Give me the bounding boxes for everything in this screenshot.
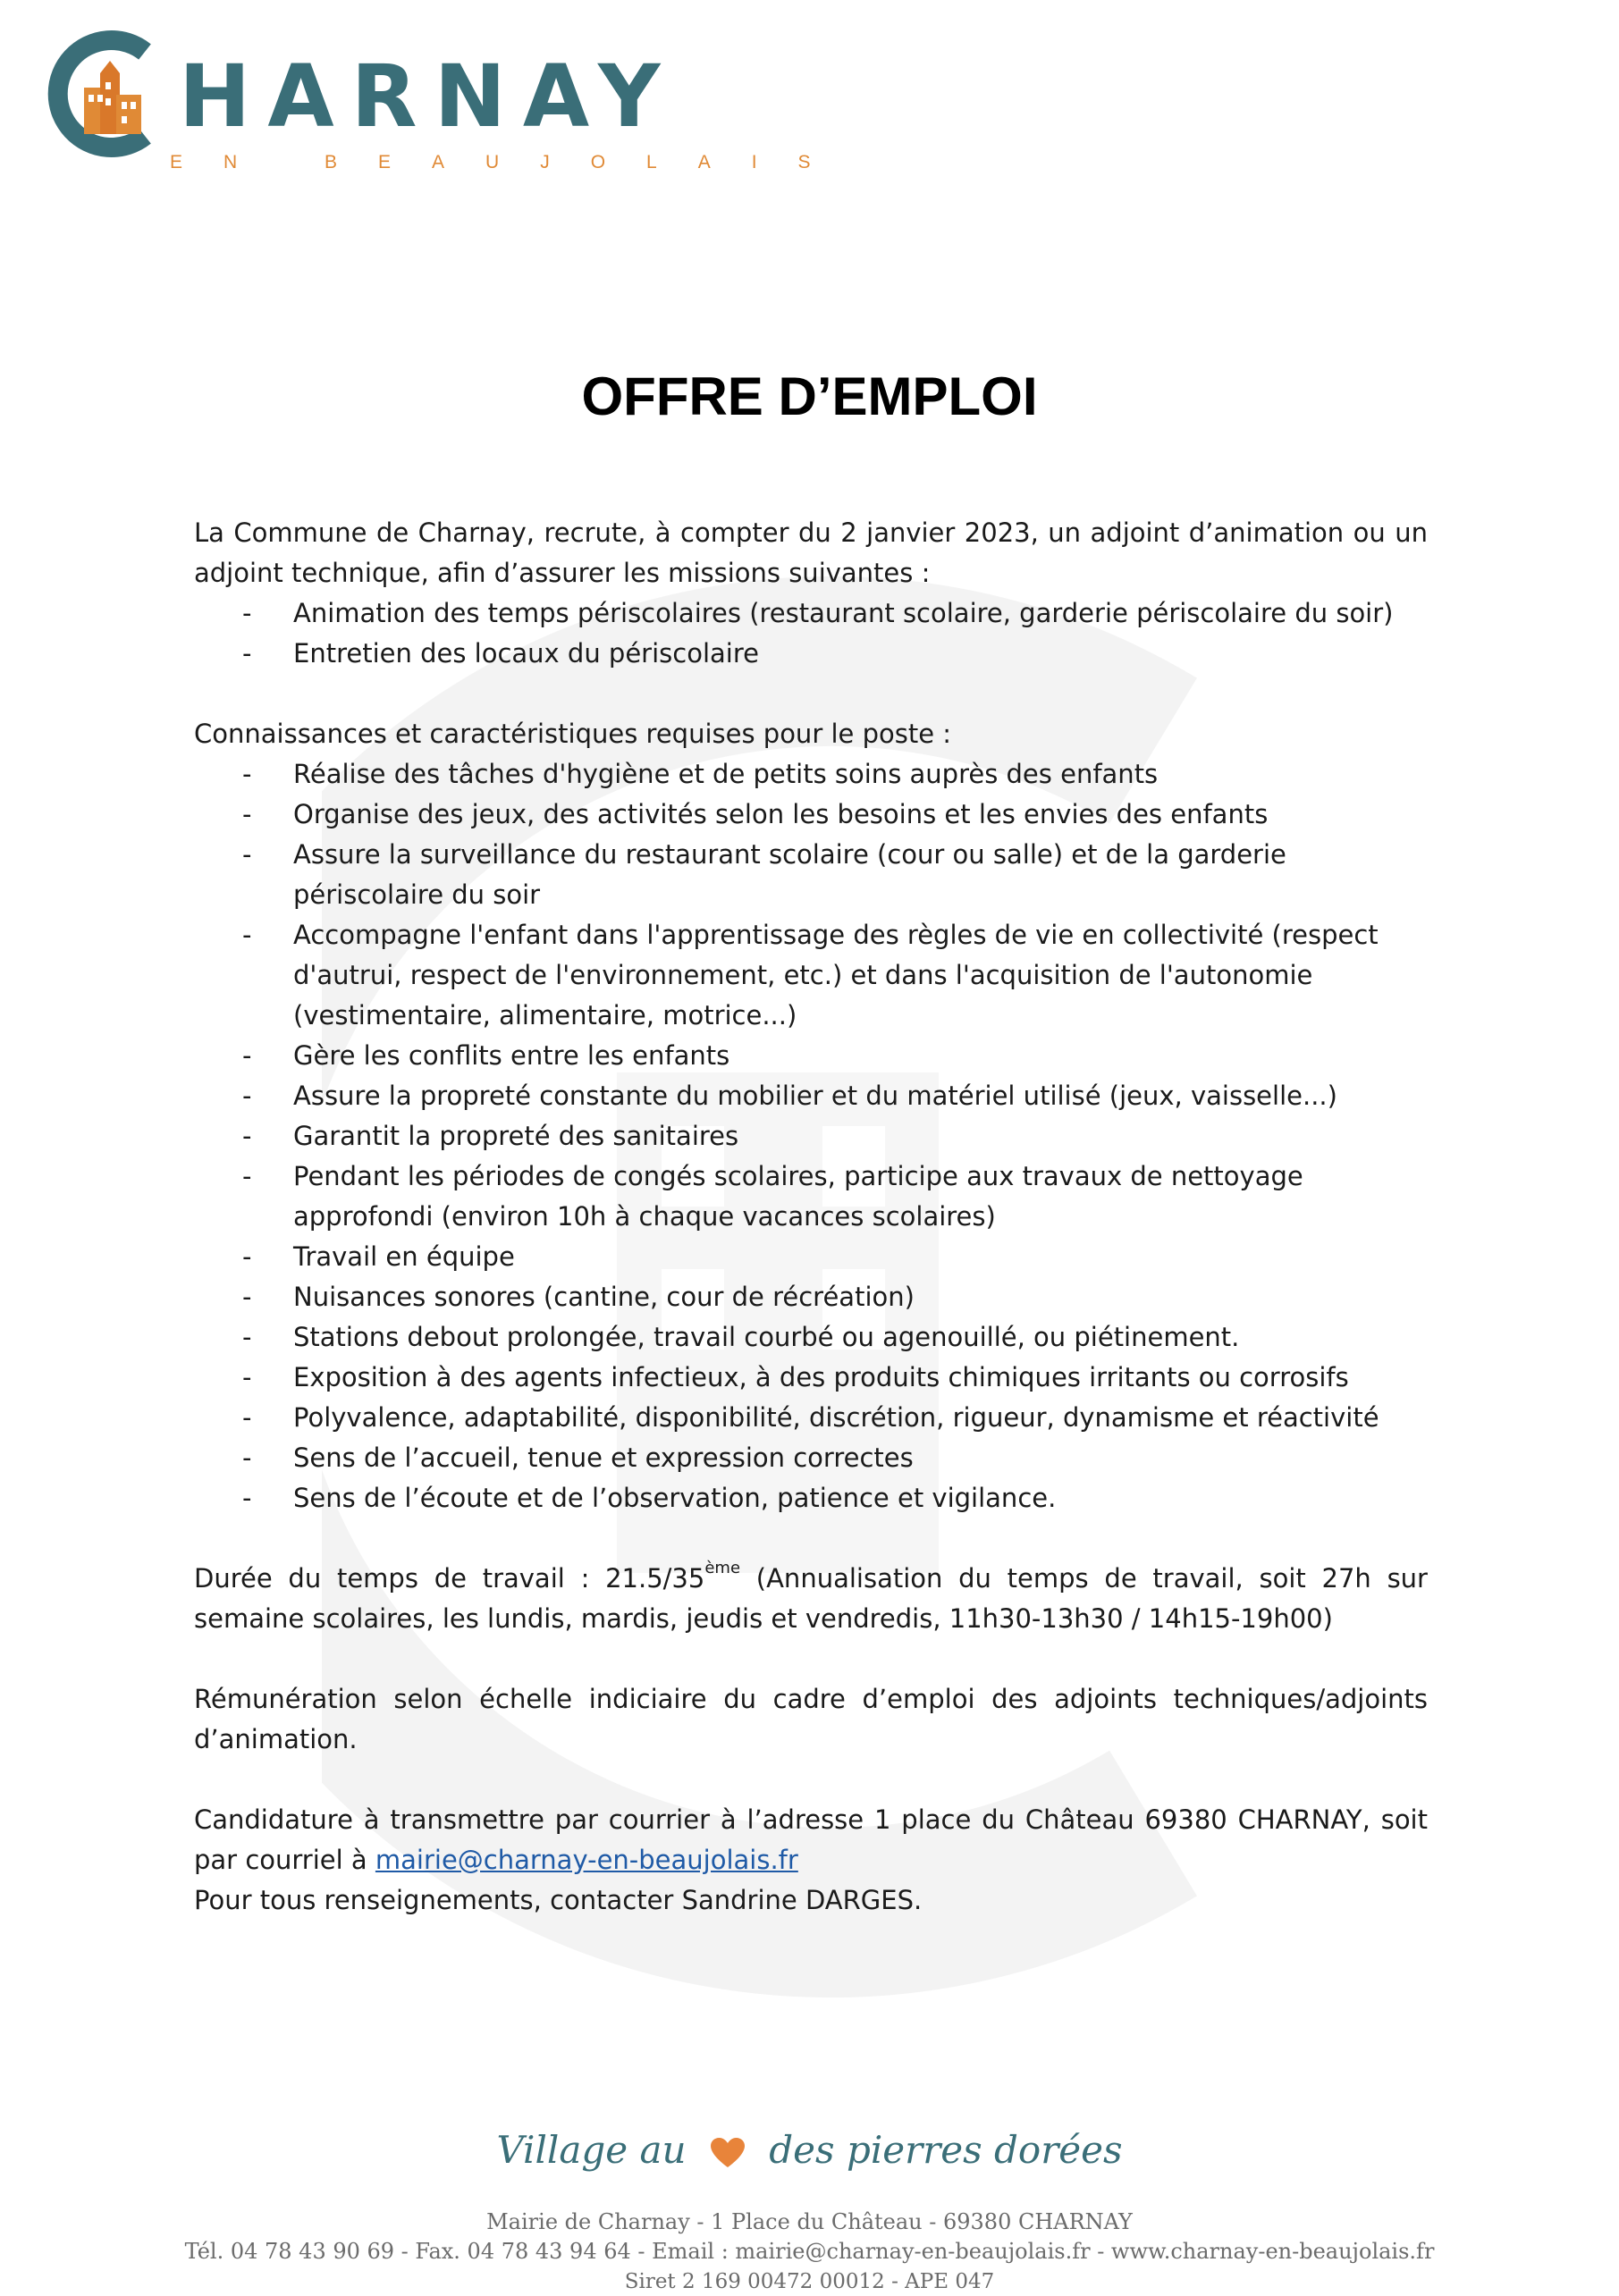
logo-subtitle: EN BEAUJOLAIS [170,152,852,172]
slogan-part-2: des pierres dorées [769,2128,1123,2172]
list-item: - Exposition à des agents infectieux, à des produits chimiques irritants ou corrosifs [194,1358,1428,1398]
list-item: - Assure la surveillance du restaurant scolaire (cour ou salle) et de la garderie périscolaire du soir [194,835,1428,915]
list-item: - Garantit la propreté des sanitaires [194,1116,1428,1156]
requirements-heading: Connaissances et caractéristiques requises pour le poste : [194,719,952,749]
contact-paragraph: Pour tous renseignements, contacter Sandrine DARGES. [194,1885,923,1915]
logo-wordmark: HARNAY [179,46,678,147]
application-paragraph [194,1800,1428,1880]
charnay-logo [39,27,852,172]
list-item: - Accompagne l'enfant dans l'apprentissage des règles de vie en collectivité (respect d'autrui, respect de l'environnement, etc.) et dans l'acquisition de l'autonomie (vestimentaire, alimentaire, motrice...) [194,915,1428,1036]
list-item: - Stations debout prolongée, travail courbé ou agenouillé, ou piétinement. [194,1317,1428,1358]
list-item: - Animation des temps périscolaires (restaurant scolaire, garderie périscolaire du soir) [194,593,1428,634]
heart-icon [711,2138,745,2168]
intro-paragraph: La Commune de Charnay, recrute, à compter du 2 janvier 2023, un adjoint d’animation ou un adjoint technique, afin d’assurer les missions suivantes : [194,517,1428,588]
duration-details: (Annualisation du temps de travail, soit 27h sur semaine scolaires, les lundis, mardis, jeudis et vendredis, 11h30-13h30 / 14h15-19h00) [194,1563,1428,1634]
page-title: OFFRE D’EMPLOI [581,366,1038,426]
duration-paragraph [194,1559,1428,1639]
list-item: - Assure la propreté constante du mobilier et du matériel utilisé (jeux, vaisselle...) [194,1076,1428,1116]
footer-contact: Tél. 04 78 43 90 69 - Fax. 04 78 43 94 64 - Email : mairie@charnay-en-beaujolais.fr - www.charnay-en-beaujolais.fr [184,2239,1435,2264]
duration-label: Durée du temps de travail : 21.5/35 [194,1563,705,1594]
missions-list [194,593,1428,674]
list-item: - Pendant les périodes de congés scolaires, participe aux travaux de nettoyage approfondi (environ 10h à chaque vacances scolaires) [194,1156,1428,1237]
list-item: - Polyvalence, adaptabilité, disponibilité, discrétion, rigueur, dynamisme et réactivité [194,1398,1428,1438]
list-item: - Nuisances sonores (cantine, cour de récréation) [194,1277,1428,1317]
footer-address: Mairie de Charnay - 1 Place du Château - 69380 CHARNAY [486,2209,1133,2234]
list-item: - Sens de l’écoute et de l’observation, patience et vigilance. [194,1478,1428,1518]
list-item: - Sens de l’accueil, tenue et expression correctes [194,1438,1428,1478]
slogan-part-1: Village au [496,2128,687,2172]
list-item: - Réalise des tâches d'hygiène et de petits soins auprès des enfants [194,754,1428,795]
list-item: - Gère les conflits entre les enfants [194,1036,1428,1076]
application-text: Candidature à transmettre par courrier à l’adresse 1 place du Château 69380 CHARNAY, soit par courriel à [194,1804,1428,1875]
list-item: - Travail en équipe [194,1237,1428,1277]
list-item: - Organise des jeux, des activités selon les besoins et les envies des enfants [194,795,1428,835]
footer-slogan [0,2125,1619,2175]
email-link[interactable]: mairie@charnay-en-beaujolais.fr [375,1845,798,1875]
duration-superscript: ème [704,1559,741,1577]
footer-siret: Siret 2 169 00472 00012 - APE 047 [624,2270,995,2293]
requirements-list [194,754,1428,1518]
job-offer-body [194,513,1428,1921]
list-item: - Entretien des locaux du périscolaire [194,634,1428,674]
remuneration-paragraph: Rémunération selon échelle indiciaire du cadre d’emploi des adjoints techniques/adjoints d’animation. [194,1684,1428,1754]
c-building-logo-icon [39,27,173,161]
